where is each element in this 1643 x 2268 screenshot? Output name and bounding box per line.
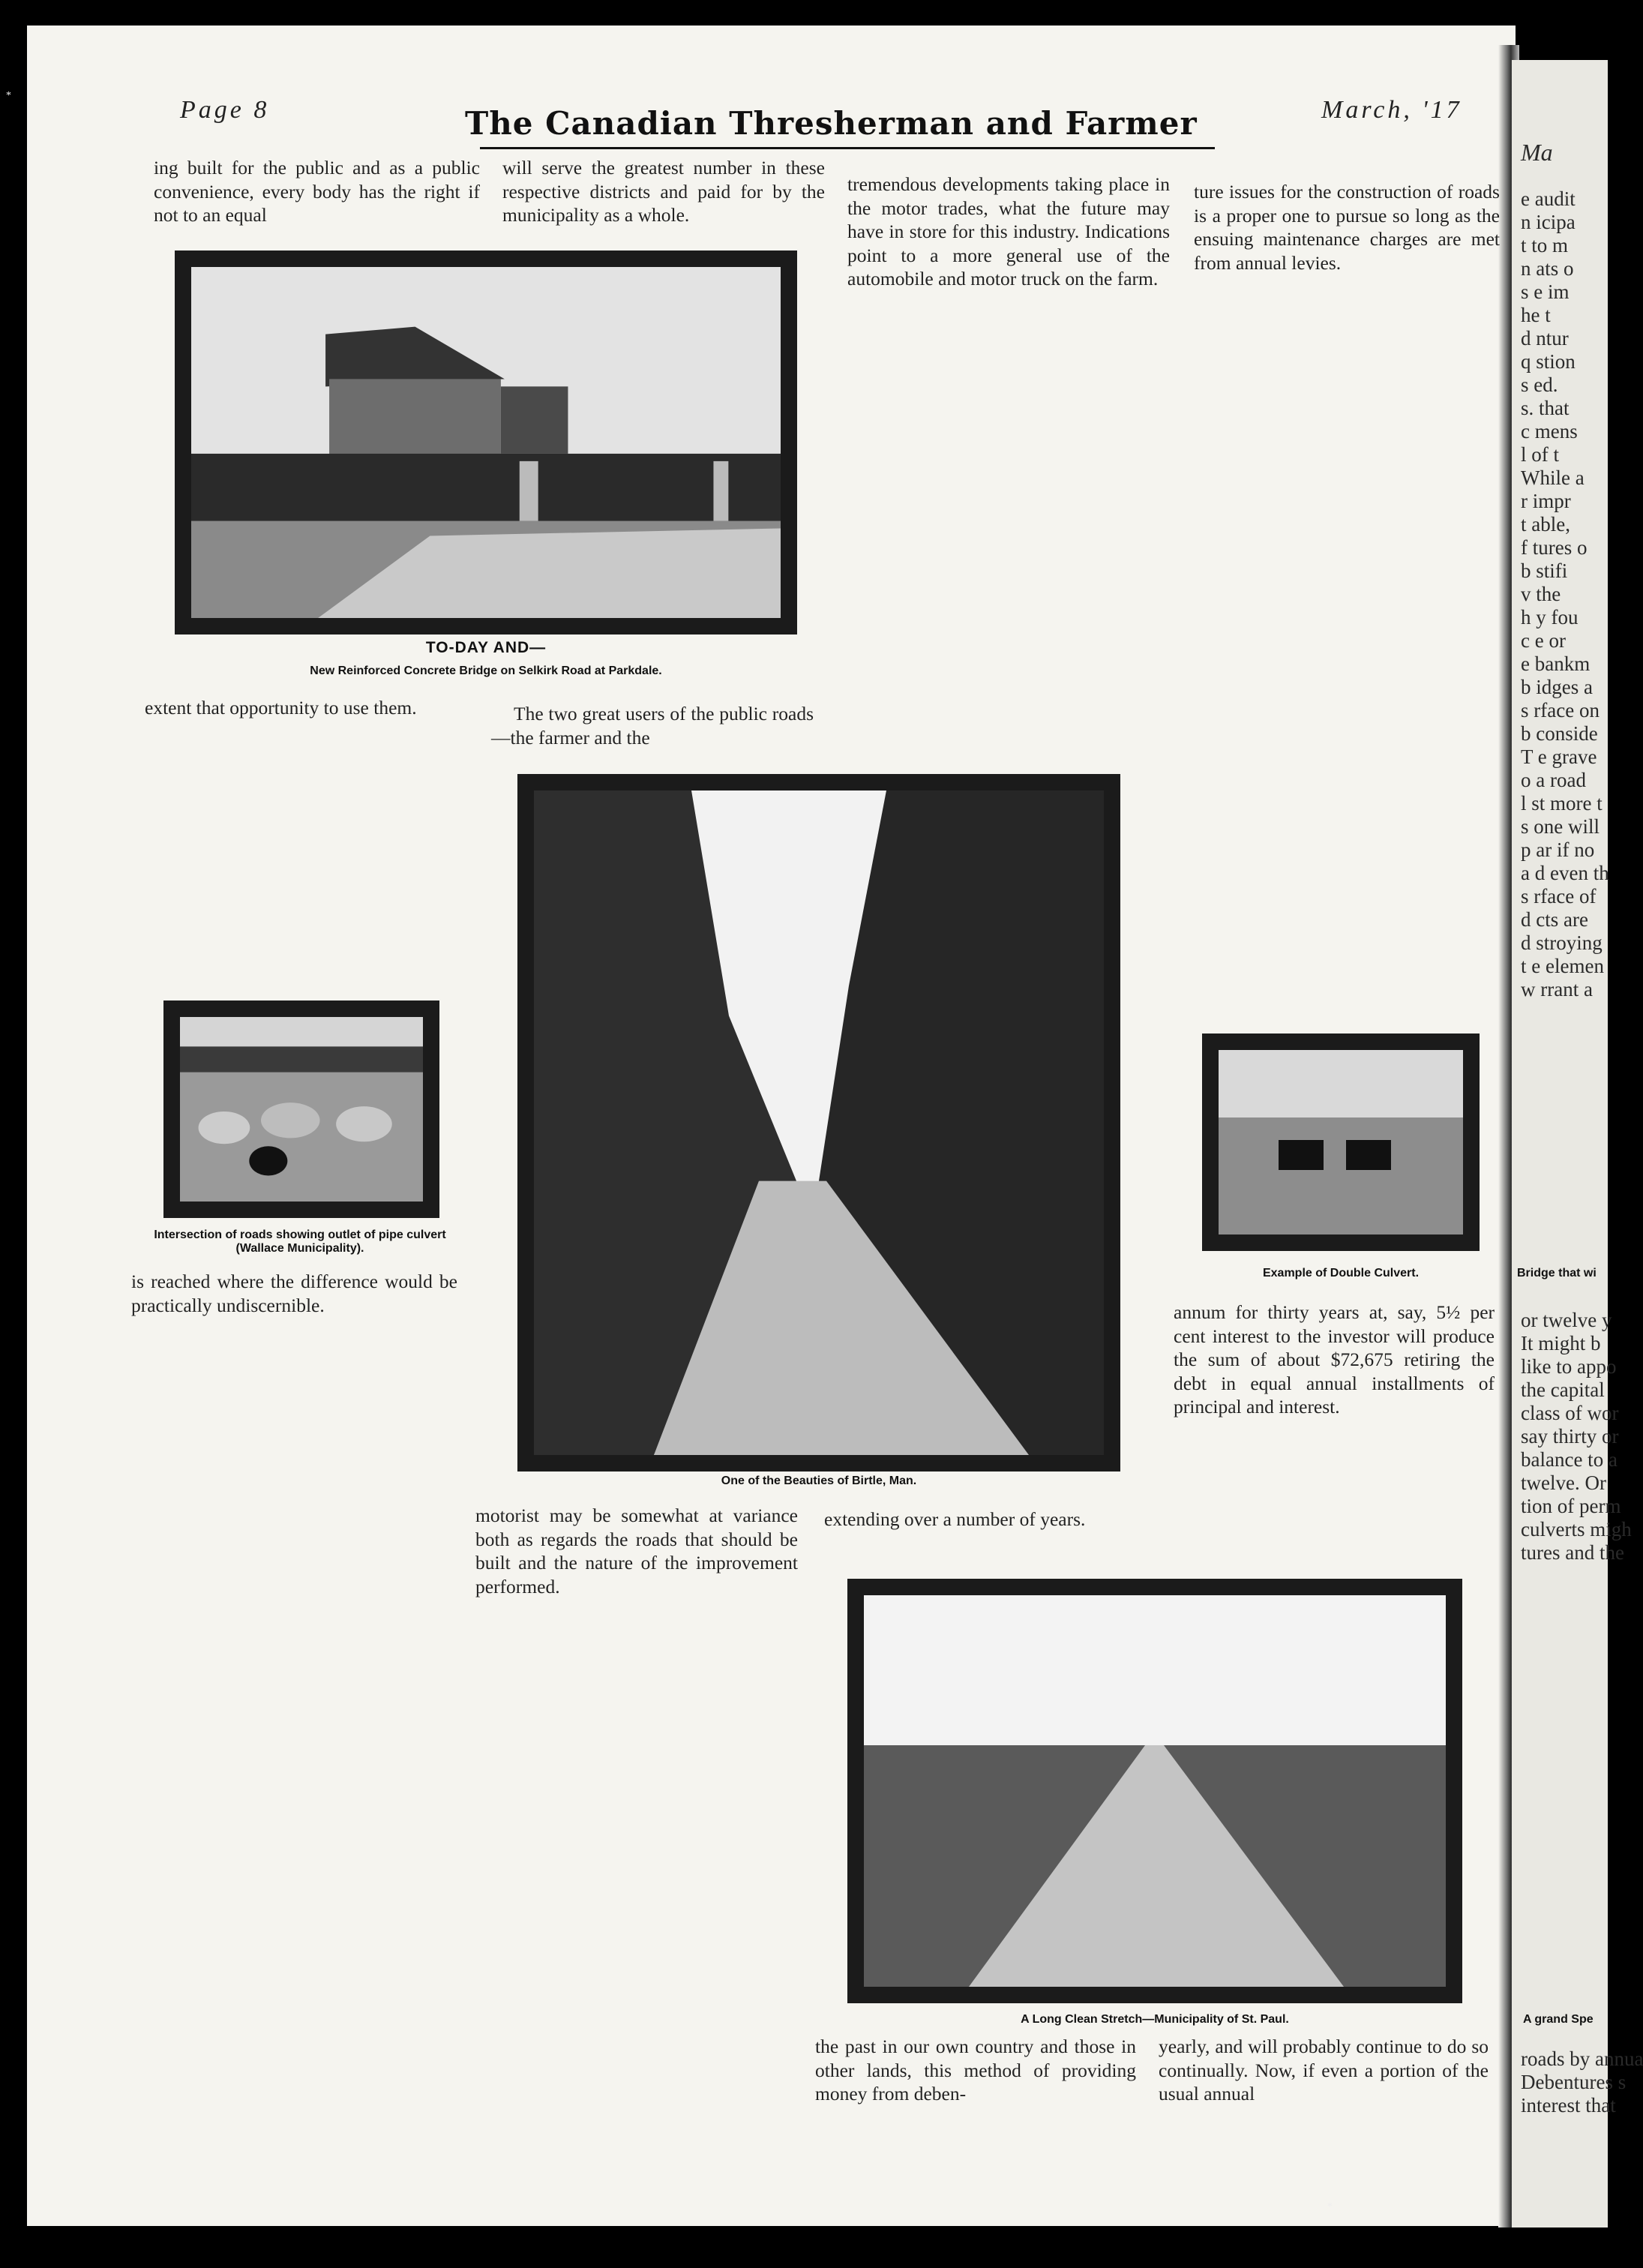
adjacent-page-line: h y fou xyxy=(1521,606,1579,628)
caption-pipe-culvert: Intersection of roads showing outlet of pipe culvert (Wallace Municipality). xyxy=(154,1228,446,1255)
photo-st-paul xyxy=(847,1579,1462,2003)
caption-double-culvert: Example of Double Culvert. xyxy=(1262,1267,1420,1280)
caption-bridge: New Reinforced Concrete Bridge on Selkirk Road at Parkdale. xyxy=(310,664,662,677)
adjacent-page-line: l st more t xyxy=(1521,792,1603,814)
col2-top-text: will serve the greatest number in these respective districts and paid for by the municipality as a whole. xyxy=(502,157,825,226)
adjacent-page-line: While a xyxy=(1521,466,1585,489)
adjacent-page-line: culverts migh xyxy=(1521,1518,1632,1540)
caption-right-grand: A grand Spe xyxy=(1523,2013,1594,2026)
adjacent-page-date: Ma xyxy=(1521,139,1553,166)
col4-top-text: ture issues for the construction of roads is a proper one to pursue so long as the ensuing maintenance charges are met from annual levies. xyxy=(1194,181,1500,274)
col3-bottom-text: extending over a number of years. xyxy=(824,1508,1086,1530)
col3-foot-text: the past in our own country and those in other lands, this method of providing money from deben- xyxy=(815,2036,1136,2105)
adjacent-page-line: n ats o xyxy=(1521,257,1574,280)
adjacent-page-line: t able, xyxy=(1521,513,1570,536)
adjacent-page-line: s rface on xyxy=(1521,699,1600,722)
col1-lower-text: is reached where the difference would be practically undiscernible. xyxy=(131,1270,457,1316)
adjacent-page-line: b conside xyxy=(1521,722,1598,745)
adjacent-page-line: s. that xyxy=(1521,397,1570,419)
col3-top-text: tremendous developments taking place in the motor trades, what the future may have in store for this industry. Indications point to a more general use of the automobile and motor truck on the farm. xyxy=(847,173,1170,290)
col4-lower-text: annum for thirty years at, say, 5½ per cent interest to the investor will produce the sum of about $72,675 retiring the debt in equal annual installments of principal and interest. xyxy=(1174,1301,1495,1418)
adjacent-page-line: o a road xyxy=(1521,769,1586,791)
adjacent-page-line: b idges a xyxy=(1521,676,1593,698)
col2-mid-text: The two great users of the public roads—the farmer and the xyxy=(491,703,814,748)
adjacent-page-line: It might b xyxy=(1521,1332,1601,1354)
scan-speck: * xyxy=(6,90,11,101)
col1-top-text: ing built for the public and as a public convenience, every body has the right if not to an equal xyxy=(154,157,480,226)
masthead-rule xyxy=(480,147,1215,149)
adjacent-page-line: t e elemen xyxy=(1521,955,1604,977)
photo-double-culvert xyxy=(1202,1034,1480,1251)
adjacent-page-line: d ntur xyxy=(1521,327,1569,350)
issue-date: March, '17 xyxy=(1321,96,1462,124)
adjacent-page-line: or twelve y xyxy=(1521,1309,1612,1331)
adjacent-page-line: like to appo xyxy=(1521,1355,1617,1378)
adjacent-page-line: q stion xyxy=(1521,350,1576,373)
adjacent-page-line: a d even th xyxy=(1521,862,1609,884)
adjacent-page-edge xyxy=(1512,60,1643,2228)
adjacent-page-line: tures and the xyxy=(1521,1541,1624,1564)
adjacent-page-line: roads by annua xyxy=(1521,2048,1643,2070)
adjacent-page-line: s rface of xyxy=(1521,885,1597,908)
adjacent-page-line: b stifi xyxy=(1521,560,1568,582)
page-number: Page 8 xyxy=(180,96,270,124)
caption-right-bridge: Bridge that wi xyxy=(1517,1267,1597,1280)
adjacent-page-line: d stroying xyxy=(1521,932,1603,954)
birtle-road-image xyxy=(534,790,1104,1455)
adjacent-page-line: p ar if no xyxy=(1521,838,1595,861)
adjacent-page-line: e bankm xyxy=(1521,652,1591,675)
col1-mid-text: extent that opportunity to use them. xyxy=(145,697,417,718)
adjacent-page-line: f tures o xyxy=(1521,536,1588,559)
double-culvert-image xyxy=(1219,1050,1463,1234)
adjacent-page-line: n icipa xyxy=(1521,211,1576,233)
adjacent-page-line: twelve. Or xyxy=(1521,1472,1606,1494)
adjacent-page-line: r impr xyxy=(1521,490,1571,512)
adjacent-page-line: tion of perm xyxy=(1521,1495,1621,1517)
adjacent-page-line: the capital xyxy=(1521,1378,1605,1401)
adjacent-page-line: interest that xyxy=(1521,2094,1616,2116)
adjacent-page-line: balance to a xyxy=(1521,1448,1618,1471)
photo-pipe-culvert xyxy=(163,1000,439,1218)
masthead: The Canadian Thresherman and Farmer xyxy=(465,105,1198,142)
adjacent-page-line: s ed. xyxy=(1521,374,1558,396)
adjacent-page-line: s e im xyxy=(1521,280,1570,303)
adjacent-page-line: v the xyxy=(1521,583,1561,605)
adjacent-page-line: T e grave xyxy=(1521,746,1597,768)
adjacent-page-line: c mens xyxy=(1521,420,1578,442)
farmhouse-bridge-image xyxy=(191,267,781,618)
adjacent-page-line: he t xyxy=(1521,304,1551,326)
col2-bottom-text: motorist may be somewhat at variance both as regards the roads that should be built and the nature of the improvement performed. xyxy=(475,1504,798,1598)
caption-bridge-title: TO-DAY AND— xyxy=(425,639,547,656)
caption-birtle: One of the Beauties of Birtle, Man. xyxy=(721,1474,917,1487)
adjacent-page-line: s one will xyxy=(1521,815,1600,838)
adjacent-page-line: t to m xyxy=(1521,234,1569,256)
adjacent-page-line: c e or xyxy=(1521,629,1566,652)
scan-speck: * xyxy=(1327,2201,1333,2212)
col4-foot-text: yearly, and will probably continue to do so continually. Now, if even a portion of the usual annual xyxy=(1159,2036,1489,2105)
adjacent-page-line: l of t xyxy=(1521,443,1559,466)
st-paul-road-image xyxy=(864,1595,1446,1987)
pipe-culvert-image xyxy=(180,1017,423,1202)
adjacent-page-line: class of wor xyxy=(1521,1402,1619,1424)
photo-birtle-road xyxy=(517,774,1120,1472)
adjacent-page-line: say thirty or xyxy=(1521,1425,1619,1448)
caption-st-paul: A Long Clean Stretch—Municipality of St. Paul. xyxy=(1021,2013,1289,2026)
adjacent-page-line: d cts are xyxy=(1521,908,1588,931)
adjacent-page-line: Debentures s xyxy=(1521,2071,1627,2093)
adjacent-page-line: w rrant a xyxy=(1521,978,1593,1000)
photo-concrete-bridge xyxy=(175,250,797,634)
adjacent-page-line: e audit xyxy=(1521,188,1576,210)
